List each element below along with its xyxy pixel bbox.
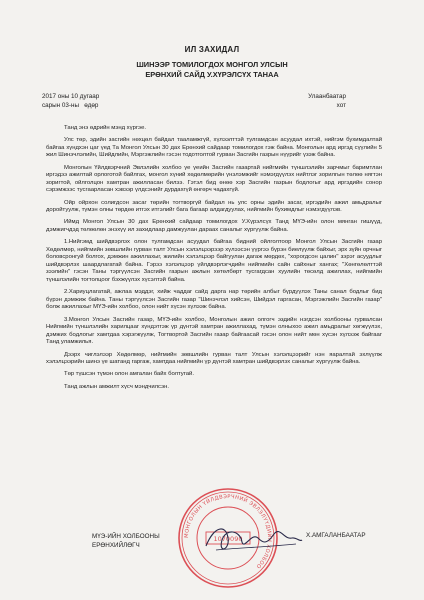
paragraph: Төр түшсэн түмэн олон амгалан байх болтугай.	[64, 371, 194, 378]
place-line-1: Улаанбаатар	[308, 93, 346, 100]
paragraph: Дээрх чиглэлээр Хөдөлмөр, нийгмийн зөвшлийн гурван талт Улсын хэлэлцээрийг нэн яаралтай эхлүүлж хэлэлцээрийн шинэ үе шатанд гаргаж, хамтдаа нийгмийн үр дүнтэй хамтран шийдвэрлэх саналыг хүргүүлж байна.	[46, 351, 382, 366]
handwritten-signature	[196, 520, 306, 558]
letter-place	[308, 92, 346, 110]
paragraph: Танд ажлын амжилт хүсч мэндчилсэн.	[64, 383, 169, 390]
letter-body	[46, 125, 382, 396]
paragraph: 2.Хариуцлагатай, ажлаа мэддэг, хийж чаддаг сайд дарга нар төрийн албыг бүрдүүлэх Таны санал бодлыг бид бүрэн дэмжиж байна. Таны тэргүүлсэн Засгийн газар "Шинэчлэл хийсэн, Шийдэл гаргасан, Мэргэжлийн Засгийн газар" болж ажиллахыг МҮЭ-ийн холбоо, олон нийт хүсэн хүлээж байна.	[46, 289, 382, 311]
paragraph: Улс төр, эдийн засгийн нөхцөл байдал тааламжгүй, хүлээлттэй тулгамдсан асуудал ихтэй, нийгэм бухимдалтай байгаа хүндхэн цаг үед Та Монгол Улсын 30 дах Ерөнхий сайдаар томилогдох гэж байна. Монголын ард иргэд сүүлийн 5 жил Шинэчлэлийн, Шийдлийн, Мэргэжлийн гэсэн тодотголтой гурван Засгийн газрын нүүрийг үзэж байна.	[46, 137, 382, 159]
paragraph: Танд энэ өдрийн мэнд хүргэе.	[64, 125, 146, 131]
stamp-center-text: 1070090	[213, 535, 243, 543]
letter-addressee	[0, 60, 424, 80]
date-line-1: 2017 оны 10 дугаар	[42, 93, 100, 100]
signer-org-line-1: МҮЭ-ИЙН ХОЛБООНЫ	[92, 533, 160, 540]
place-line-2: хот	[336, 102, 346, 109]
addressee-line-2: ЕРӨНХИЙ САЙД У.ХҮРЭЛСҮХ ТАНАА	[145, 70, 279, 79]
paragraph: Ойр ойрхон солигдсон засаг төрийн тогтворгүй байдал нь улс орны эдийн засаг, иргэдийн ажил амьдралыг доройтуулж, түмэн олны төрдөө итгэх итгэлийг бага багаар алдагдуулах, нийгмийн бухимдлыг нэмэгдүүлэв.	[46, 199, 382, 214]
stamp-ring-text: МОНГОЛЫН ҮЙЛДВЭРЧНИЙ ЭВЛЭЛҮҮДИЙН ХОЛБОО	[183, 493, 273, 570]
signer-title	[92, 532, 160, 550]
paragraph: 1.Нийгэмд шийдвэрлэх олон тулгамдсан асуудал байгаа бидний ойлголтоор Монгол Улсын Засгийн газар Хөдөлмөр, нийгмийн зөвшлийн гурван талт Улсын хэлэлцээрээр хүлээсэн үүргээ бүрэн биелүүлж байхыг, эрх зүйн орчныг боловсронгуй болгох, дэмжин ажиллахыг, жилийн хэлэлцээр байгуулан дагаж мөрдөх, "хорогдсон цалин" зэрэг асуудлыг шийдвэрлэх шаардлагатай байна. Гэрээ хэлэлцээр үйлдвэрлэгчдийн нийгмийн сайн сайхныг хангах; "Хөнгөлөлттэй зээлийн" гэсэн Таны тэргүүлсэн Засгийн газрын ажлын хөтөлбөрт тусгагдсан хуулийн төсөлд ажиллах, нийгмийн түншлэлийн тогтолцоог бэхжүүлэх хүсэлтэй байна.	[46, 239, 382, 284]
date-line-2: сарын 03-ны өдөр	[42, 102, 99, 109]
addressee-line-1: ШИНЭЭР ТОМИЛОГДОХ МОНГОЛ УЛСЫН	[136, 60, 288, 69]
letter-date	[42, 92, 99, 110]
letter-title: ИЛ ЗАХИДАЛ	[184, 45, 240, 54]
paragraph: 3.Монгол Улсын Засгийн газар, МҮЭ-ийн холбоо, Монголын ажил олгогч эздийн нэгдсэн холбооны гурвалсан Нийгмийн түншлэлийн харилцааг хүндэтгэж үр дүнтэй хамтран ажиллахад, түмэн олныхоо ажил амьдралыг хөгжүүлэх, дэмжих бодлогыг хамтдаа хэрэгжүүлж, Тогтвортой Засгийн газар байгаасай гэсэн олон нийт мөн хүсэн хүлээж байгааг Танд уламжилья.	[46, 316, 382, 346]
paragraph: Иймд Монгол Улсын 30 дах Ерөнхий сайдаар томилогдох У.Хүрэлсүх Танд МҮЭ-ийн олон мянган гишүүд, дэмжигчдэд төлөөлөн энэхүү ил захидлаар дамжуулан дараах саналыг хүргүүлж байна.	[46, 219, 382, 233]
paragraph: Монголын Үйлдвэрчний Эвлэлийн холбоо үе үеийн Засгийн газартай нийгмийн түншлэлийн зарчмыг баримтлан иргэдээ ажилтай орлоготой байлгах, монгол хүний хөдөлмөрийн үнэлэмжийг нэмэгдүүлэх нийтлэг зорилгын төлөө нягтэн зоригтой, ойлголцон хамтран ажилласан билээ. Гэтэл бид өнөө хэр Засгийн газрын бодлогыг ард иргэдийн сонор сэрэмжээс тусгаарласан хэвээр үлдсэнийг дурдахгүй өнгөрч чадахгүй.	[46, 164, 382, 194]
signer-org-line-2: ЕРӨНХИЙЛӨГЧ	[92, 542, 140, 549]
signer-name: Х.АМГАЛАНБААТАР	[306, 532, 366, 539]
